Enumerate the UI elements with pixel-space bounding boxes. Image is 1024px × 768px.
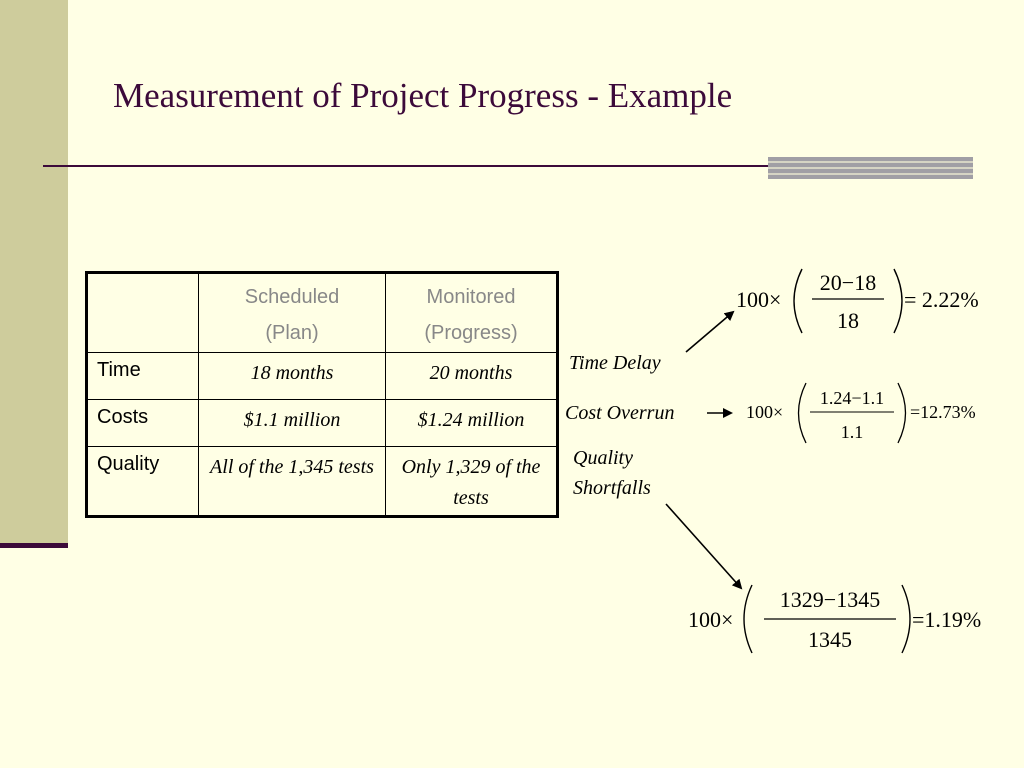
quality-monitored-cell: Only 1,329 of the tests	[386, 447, 558, 517]
quality-formula-denominator: 1345	[808, 627, 852, 652]
header-scheduled-sublabel: (Plan)	[265, 322, 319, 344]
time-formula-right-paren	[894, 269, 902, 333]
header-monitored-sublabel: (Progress)	[424, 322, 518, 344]
quality-formula-result: =1.19%	[912, 607, 982, 632]
row-label-quality: Quality	[87, 447, 199, 517]
quality-label-line2: Shortfalls	[573, 477, 651, 499]
time-formula-left-paren	[794, 269, 802, 333]
quality-formula-multiplier: 100×	[688, 607, 734, 632]
cost-formula-left-paren	[799, 383, 807, 443]
cost-formula-right-paren	[898, 383, 906, 443]
quality-formula-numerator: 1329−1345	[779, 587, 881, 612]
time-formula-numerator: 20−18	[819, 270, 877, 295]
time-scheduled-cell: 18 months	[199, 353, 386, 400]
cost-formula-numerator: 1.24−1.1	[819, 388, 885, 408]
quality-shortfalls-arrow	[666, 504, 741, 588]
quality-formula-left-paren	[744, 585, 752, 653]
time-delay-label: Time Delay	[569, 352, 661, 374]
row-label-costs: Costs	[87, 400, 199, 447]
costs-monitored-cell: $1.24 million	[386, 400, 558, 447]
time-formula-denominator: 18	[837, 308, 859, 333]
quality-shortfall-formula	[688, 582, 1014, 656]
cost-overrun-formula	[746, 380, 1006, 446]
quality-scheduled-cell: All of the 1,345 tests	[199, 447, 386, 517]
costs-scheduled-cell: $1.1 million	[199, 400, 386, 447]
quality-label-line1: Quality	[573, 447, 633, 469]
quality-formula-right-paren	[902, 585, 910, 653]
cost-overrun-label: Cost Overrun	[565, 402, 675, 424]
cost-formula-result: =12.73%	[910, 402, 976, 422]
header-scheduled-label: Scheduled	[244, 286, 340, 308]
slide-title: Measurement of Project Progress - Example	[113, 76, 733, 115]
cost-formula-denominator: 1.1	[840, 422, 864, 442]
time-formula-multiplier: 100×	[736, 287, 782, 312]
time-delay-formula	[736, 266, 1006, 338]
time-monitored-cell: 20 months	[386, 353, 558, 400]
time-formula-result: = 2.22%	[904, 287, 979, 312]
row-label-time: Time	[87, 353, 199, 400]
header-monitored-label: Monitored	[426, 286, 516, 308]
cost-formula-multiplier: 100×	[746, 402, 784, 422]
time-delay-arrow	[686, 312, 733, 352]
